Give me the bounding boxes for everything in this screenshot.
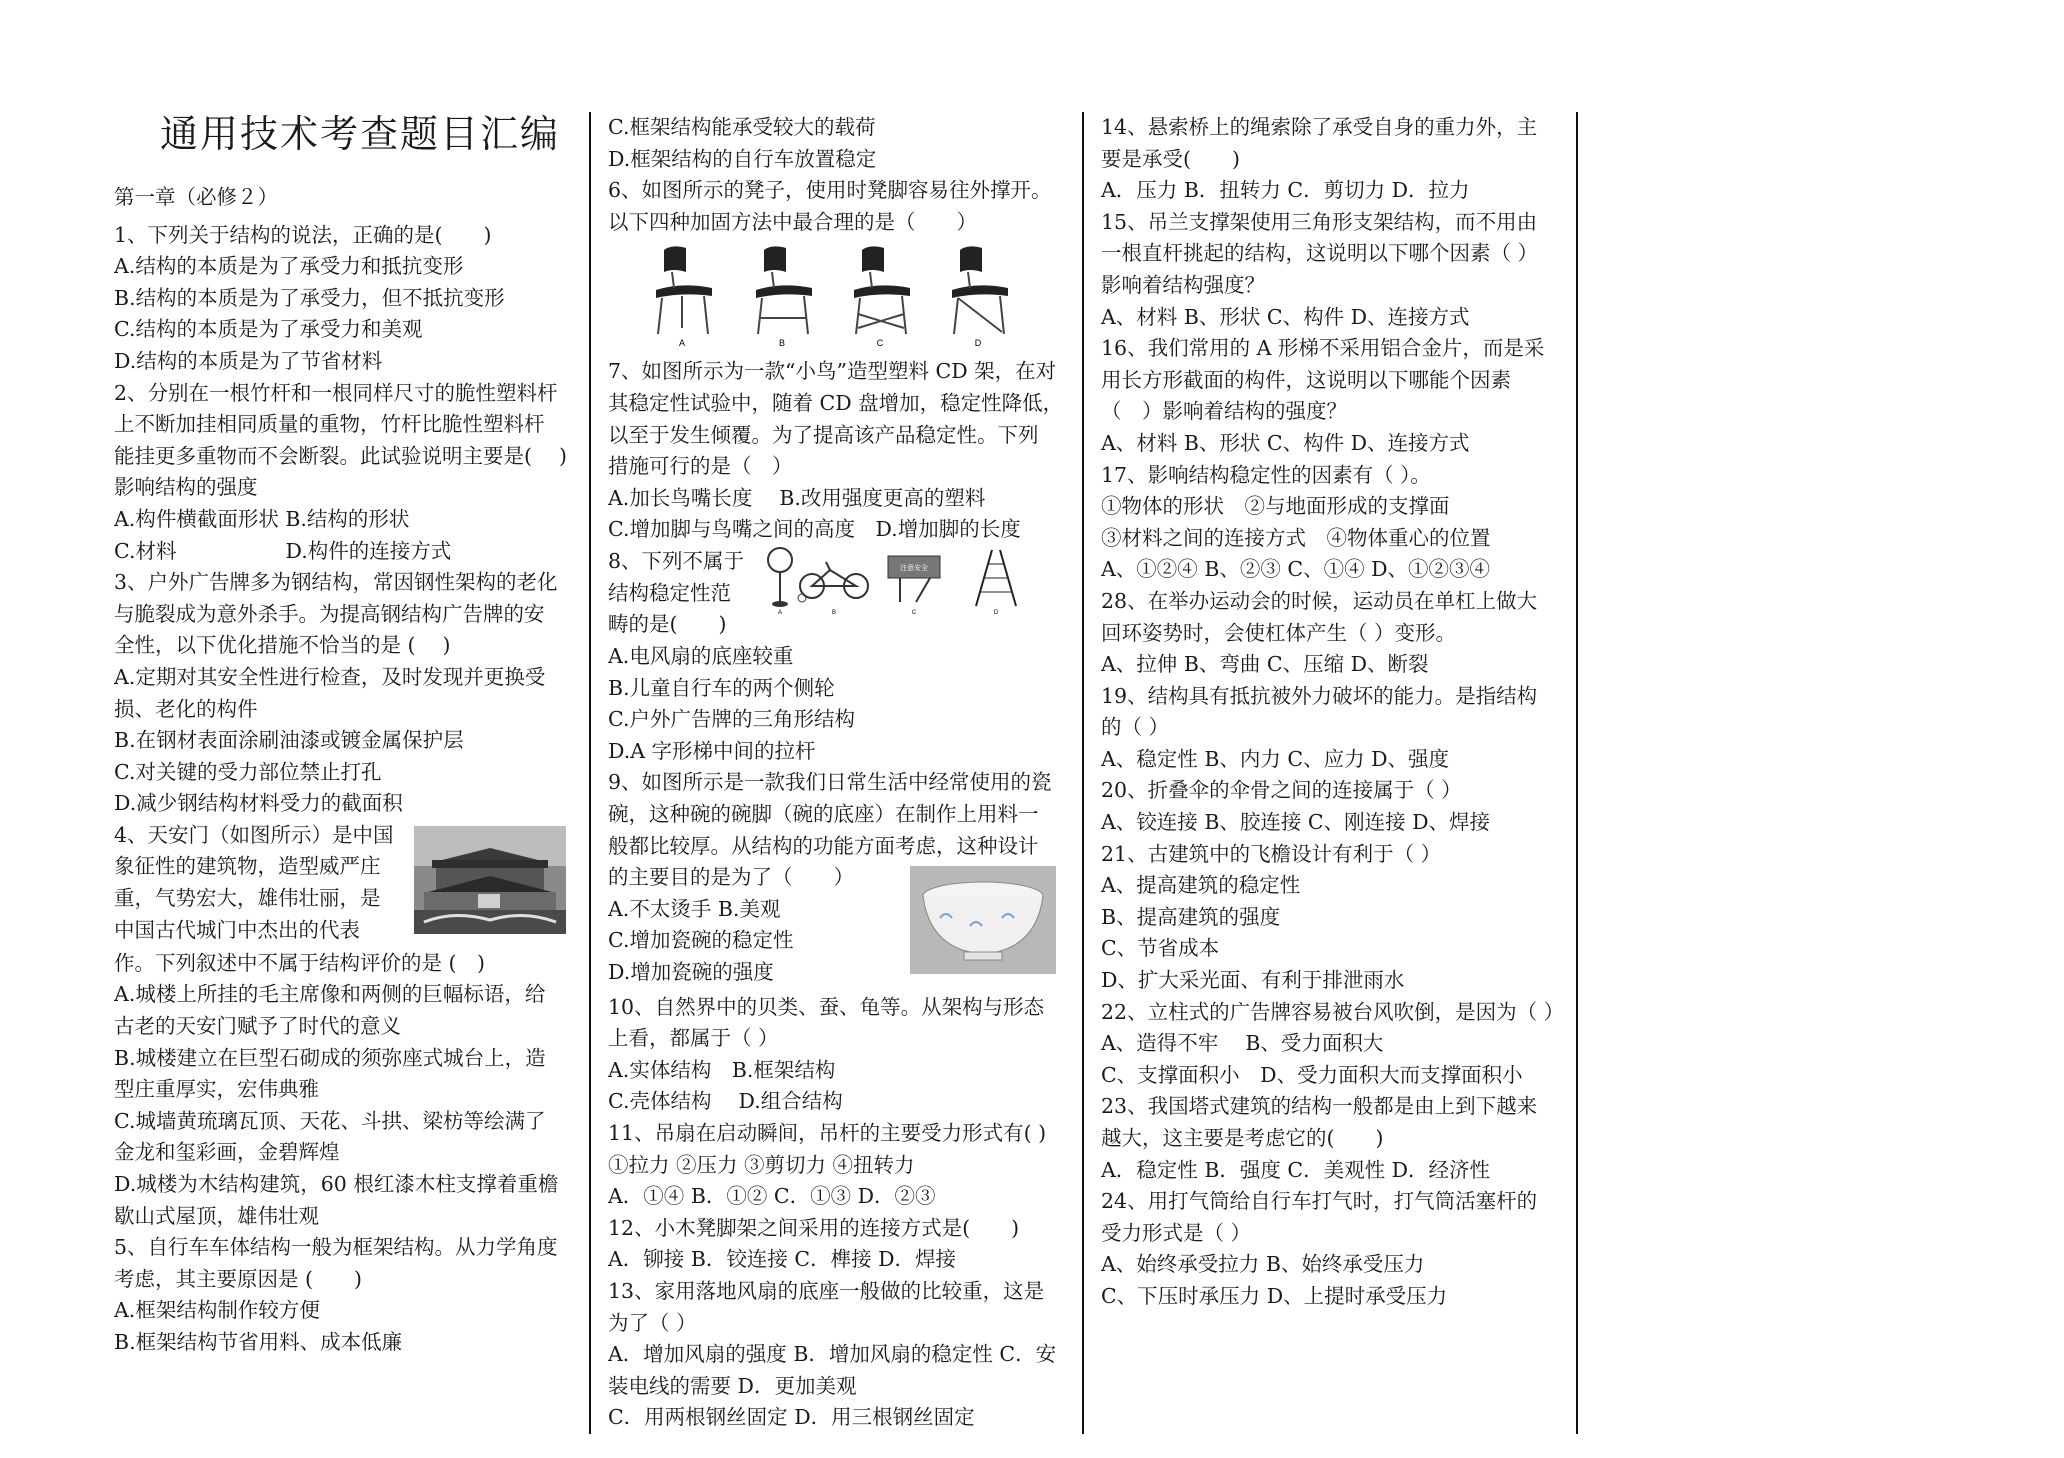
question-line: A．压力 B．扭转力 C．剪切力 D．拉力 — [1101, 178, 1470, 203]
question-line: C、支撑面积小 D、受力面积大而支撑面积小 — [1101, 1062, 1523, 1087]
question-line: 以至于发生倾覆。为了提高该产品稳定性。下列 — [608, 422, 1039, 447]
question-line: 的（ ） — [1101, 715, 1170, 740]
chair-a-figure — [642, 242, 722, 348]
question-line: 28、在举办运动会的时候，运动员在单杠上做大 — [1101, 588, 1538, 613]
question-line: 措施可行的是（ ） — [608, 454, 793, 479]
question-line: 考虑，其主要原因是 ( ) — [114, 1266, 363, 1291]
question-line: A.构件横截面形状 B.结构的形状 — [114, 506, 410, 531]
question-line: 以下四种加固方法中最合理的是（ ） — [608, 209, 977, 234]
a-ladder-figure — [976, 550, 1016, 616]
question-7-text — [608, 356, 1073, 546]
question-4-line: 4、天安门（如图所示）是中国 — [114, 822, 394, 847]
column-3 — [1101, 112, 1566, 1313]
question-line: A、①②④ B、②③ C、①④ D、①②③④ — [1101, 557, 1491, 582]
question-line: A、始终承受拉力 B、始终承受压力 — [1101, 1252, 1425, 1277]
chair-b-label: B — [778, 338, 786, 349]
question-line: 影响结构的强度 — [114, 475, 258, 500]
question-line: 越大，这主要是考虑它的( ) — [1101, 1126, 1384, 1150]
question-line: C、节省成本 — [1101, 936, 1220, 961]
question-line: （ ）影响着结构的强度？ — [1101, 399, 1347, 424]
question-line: 回环姿势时，会使杠体产生（ ）变形。 — [1101, 620, 1457, 645]
q8-label-a: A — [777, 609, 783, 616]
question-line: 金龙和玺彩画，金碧辉煌 — [114, 1140, 340, 1165]
question-line: 10、自然界中的贝类、蚕、龟等。从架构与形态 — [608, 994, 1045, 1019]
question-5-6-text — [608, 112, 1073, 238]
question-9-option: D.增加瓷碗的强度 — [608, 959, 774, 984]
question-line: C.框架结构能承受较大的载荷 — [608, 115, 876, 139]
question-line: C.户外广告牌的三角形结构 — [608, 707, 855, 732]
question-line: 要是承受( ) — [1101, 146, 1240, 171]
question-line: 歇山式屋顶，雄伟壮观 — [114, 1203, 319, 1228]
question-line: B.在钢材表面涂刷油漆或镀金属保护层 — [114, 728, 464, 753]
question-8-line: 结构稳定性范 — [608, 580, 731, 605]
question-line: A、提高建筑的稳定性 — [1101, 873, 1301, 898]
question-line: 损、老化的构件 — [114, 696, 258, 721]
question-line: 22、立柱式的广告牌容易被台风吹倒，是因为（ ） — [1101, 999, 1565, 1024]
question-line: 1、下列关于结构的说法，正确的是( ) — [114, 222, 492, 247]
question-line: 碗，这种碗的碗脚（碗的底座）在制作上用料一 — [608, 801, 1039, 826]
question-line: B.框架结构节省用料、成本低廉 — [114, 1330, 403, 1354]
question-line: 14、悬索桥上的绳索除了承受自身的重力外，主 — [1101, 115, 1538, 139]
question-8-text — [608, 546, 758, 641]
question-line: C.增加脚与鸟嘴之间的高度 D.增加脚的长度 — [608, 517, 1021, 542]
question-4-line: 象征性的建筑物，造型威严庄 — [114, 854, 381, 879]
kids-bicycle-figure — [798, 562, 868, 616]
column-divider-3 — [1576, 112, 1578, 1434]
column-divider-1 — [589, 112, 591, 1434]
question-line: C.壳体结构 D.组合结构 — [608, 1089, 843, 1114]
question-line: 6、如图所示的凳子，使用时凳脚容易往外撑开。 — [608, 178, 1052, 203]
question-8-line: 8、下列不属于 — [608, 548, 745, 573]
chair-c-figure — [840, 242, 920, 348]
question-line: C.结构的本质是为了承受力和美观 — [114, 317, 423, 342]
question-line: 13、家用落地风扇的底座一般做的比较重，这是 — [608, 1279, 1045, 1304]
question-line: 15、吊兰支撑架使用三角形支架结构，而不用由 — [1101, 209, 1538, 234]
question-line: A．①④ B．①② C．①③ D．②③ — [608, 1184, 936, 1209]
question-line: ①拉力 ②压力 ③剪切力 ④扭转力 — [608, 1152, 915, 1177]
question-line: 受力形式是（ ） — [1101, 1220, 1252, 1245]
question-line: A.定期对其安全性进行检查，及时发现并更换受 — [114, 664, 546, 689]
question-line: A、材料 B、形状 C、构件 D、连接方式 — [1101, 430, 1470, 455]
question-4-text — [114, 820, 414, 946]
question-line: A、材料 B、形状 C、构件 D、连接方式 — [1101, 304, 1470, 329]
question-line: 5、自行车车体结构一般为框架结构。从力学角度 — [114, 1235, 558, 1260]
question-line: C、下压时承压力 D、上提时承受压力 — [1101, 1283, 1448, 1308]
question-line: 2、分别在一根竹杆和一根同样尺寸的脆性塑料杆 — [114, 380, 558, 405]
question-line: A．稳定性 B．强度 C．美观性 D．经济性 — [1101, 1157, 1491, 1182]
chair-a-label: A — [678, 338, 686, 349]
question-line: 上不断加挂相同质量的重物，竹杆比脆性塑料杆 — [114, 412, 545, 437]
question-line: 7、如图所示为一款“小鸟”造型塑料 CD 架，在对 — [608, 359, 1057, 384]
question-line: A.城楼上所挂的毛主席像和两侧的巨幅标语，给 — [114, 982, 546, 1007]
question-line: A．铆接 B．铰连接 C．榫接 D．焊接 — [608, 1247, 957, 1272]
question-line: C．用两根钢丝固定 D．用三根钢丝固定 — [608, 1405, 975, 1430]
question-9-option: A.不太烫手 B.美观 — [608, 896, 781, 921]
q8-label-c: C — [911, 609, 917, 616]
column-divider-2 — [1082, 112, 1084, 1434]
question-line: 型庄重厚实，宏伟典雅 — [114, 1077, 319, 1102]
question-line: 作。下列叙述中不属于结构评价的是 ( ) — [114, 950, 486, 975]
question-line: A、造得不牢 B、受力面积大 — [1101, 1031, 1384, 1056]
question-line: A、稳定性 B、内力 C、应力 D、强度 — [1101, 746, 1450, 771]
question-line: A.结构的本质是为了承受力和抵抗变形 — [114, 254, 464, 279]
question-line: 19、结构具有抵抗被外力破坏的能力。是指结构 — [1101, 683, 1538, 708]
question-line: A、铰连接 B、胶连接 C、刚连接 D、焊接 — [1101, 810, 1491, 835]
question-line: 为了（ ） — [608, 1310, 697, 1335]
question-line: 的主要目的是为了（ ） — [608, 865, 854, 890]
porcelain-bowl-photo — [910, 866, 1056, 974]
question-8-9-text — [608, 641, 1073, 894]
question-line: 其稳定性试验中，随着 CD 盘增加，稳定性降低， — [608, 390, 1064, 415]
question-line: C.材料 D.构件的连接方式 — [114, 538, 452, 563]
question-line: 24、用打气筒给自行车打气时，打气筒活塞杆的 — [1101, 1189, 1538, 1214]
question-line: 3、户外广告牌多为钢结构，常因钢性架构的老化 — [114, 570, 558, 595]
question-4-block — [114, 820, 582, 948]
question-line: 20、折叠伞的伞骨之间的连接属于（ ） — [1101, 778, 1462, 803]
question-line: 11、吊扇在启动瞬间，吊杆的主要受力形式有( ) — [608, 1121, 1047, 1146]
q8-label-d: D — [993, 609, 999, 616]
question-line: 全性，以下优化措施不恰当的是 ( ) — [114, 633, 451, 658]
question-8-line: 畴的是( ) — [608, 612, 727, 637]
question-line: 17、影响结构稳定性的因素有（ ）。 — [1101, 462, 1431, 487]
question-4-line: 中国古代城门中杰出的代表 — [114, 917, 360, 942]
chair-d-label: D — [974, 338, 982, 349]
question-14-24-text — [1101, 112, 1566, 1313]
question-4-line: 重，气势宏大，雄伟壮丽，是 — [114, 886, 381, 911]
chapter-heading: 第一章（必修２） — [114, 185, 278, 209]
question-line: 12、小木凳脚架之间采用的连接方式是( ) — [608, 1215, 1020, 1240]
column-2 — [608, 112, 1073, 1434]
question-line: 能挂更多重物而不会断裂。此试验说明主要是( ) — [114, 443, 568, 468]
question-line: 上看，都属于（ ） — [608, 1026, 779, 1051]
question-line: 一根直杆挑起的结构，这说明以下哪个因素（ ） — [1101, 241, 1539, 266]
billboard-figure — [888, 556, 940, 616]
question-line: D、扩大采光面、有利于排泄雨水 — [1101, 968, 1405, 993]
question-line: ③材料之间的连接方式 ④物体重心的位置 — [1101, 525, 1491, 550]
column-1-questions-b — [114, 948, 582, 1359]
question-line: B、提高建筑的强度 — [1101, 904, 1281, 929]
question-line: D.结构的本质是为了节省材料 — [114, 348, 383, 373]
question-line: 21、古建筑中的飞檐设计有利于（ ） — [1101, 841, 1442, 866]
question-line: ①物体的形状 ②与地面形成的支撑面 — [1101, 494, 1450, 519]
question-line: A.实体结构 B.框架结构 — [608, 1057, 836, 1082]
chair-figures — [608, 242, 1073, 348]
chair-b-figure — [742, 242, 822, 348]
question-line: D.A 字形梯中间的拉杆 — [608, 738, 816, 763]
question-line: 9、如图所示是一款我们日常生活中经常使用的瓷 — [608, 770, 1052, 795]
question-9-options-block — [608, 894, 1073, 992]
question-line: 与脆裂成为意外杀手。为提高钢结构广告牌的安 — [114, 601, 545, 626]
chair-d-figure — [938, 242, 1018, 348]
question-line: D.框架结构的自行车放置稳定 — [608, 146, 877, 171]
chair-c-label: C — [876, 338, 884, 349]
question-line: A、拉伸 B、弯曲 C、压缩 D、断裂 — [1101, 652, 1429, 677]
question-line: A.加长鸟嘴长度 B.改用强度更高的塑料 — [608, 485, 986, 510]
question-line: A.框架结构制作较方便 — [114, 1298, 320, 1323]
question-line: B.城楼建立在巨型石砌成的须弥座式城台上，造 — [114, 1045, 546, 1070]
question-line: 古老的天安门赋予了时代的意义 — [114, 1014, 401, 1039]
question-line: 16、我们常用的 A 形梯不采用铝合金片，而是采 — [1101, 336, 1545, 361]
page-title: 通用技术考查题目汇编 — [160, 112, 561, 156]
question-line: A．增加风扇的强度 B．增加风扇的稳定性 C．安 — [608, 1342, 1057, 1367]
question-8-block — [608, 546, 1073, 641]
question-8-figures — [766, 546, 1066, 616]
question-line: 23、我国塔式建筑的结构一般都是由上到下越来 — [1101, 1094, 1538, 1119]
question-line: 装电线的需要 D．更加美观 — [608, 1373, 857, 1398]
question-10-13-text — [608, 992, 1073, 1434]
question-9-options — [608, 894, 898, 989]
billboard-sign-text: 注意安全 — [900, 564, 928, 572]
question-line: 影响着结构强度？ — [1101, 272, 1265, 297]
tiananmen-photo — [414, 826, 566, 934]
question-line: C.对关键的受力部位禁止打孔 — [114, 759, 382, 784]
question-9-option: C.增加瓷碗的稳定性 — [608, 928, 794, 953]
q8-label-b: B — [831, 609, 837, 616]
column-1-questions — [114, 220, 582, 820]
question-line: B.结构的本质是为了承受力，但不抵抗变形 — [114, 285, 505, 310]
question-line: D.减少钢结构材料受力的截面积 — [114, 791, 403, 816]
question-line: B.儿童自行车的两个侧轮 — [608, 675, 835, 700]
question-line: 用长方形截面的构件，这说明以下哪能个因素 — [1101, 367, 1511, 392]
question-line: A.电风扇的底座较重 — [608, 643, 794, 668]
electric-fan-figure — [768, 548, 792, 616]
question-line: D.城楼为木结构建筑，60 根红漆木柱支撑着重檐 — [114, 1172, 559, 1197]
question-line: C.城墙黄琉璃瓦顶、天花、斗拱、梁枋等绘满了 — [114, 1108, 546, 1133]
question-line: 般都比较厚。从结构的功能方面考虑，这种设计 — [608, 833, 1039, 858]
column-1 — [114, 104, 582, 1359]
